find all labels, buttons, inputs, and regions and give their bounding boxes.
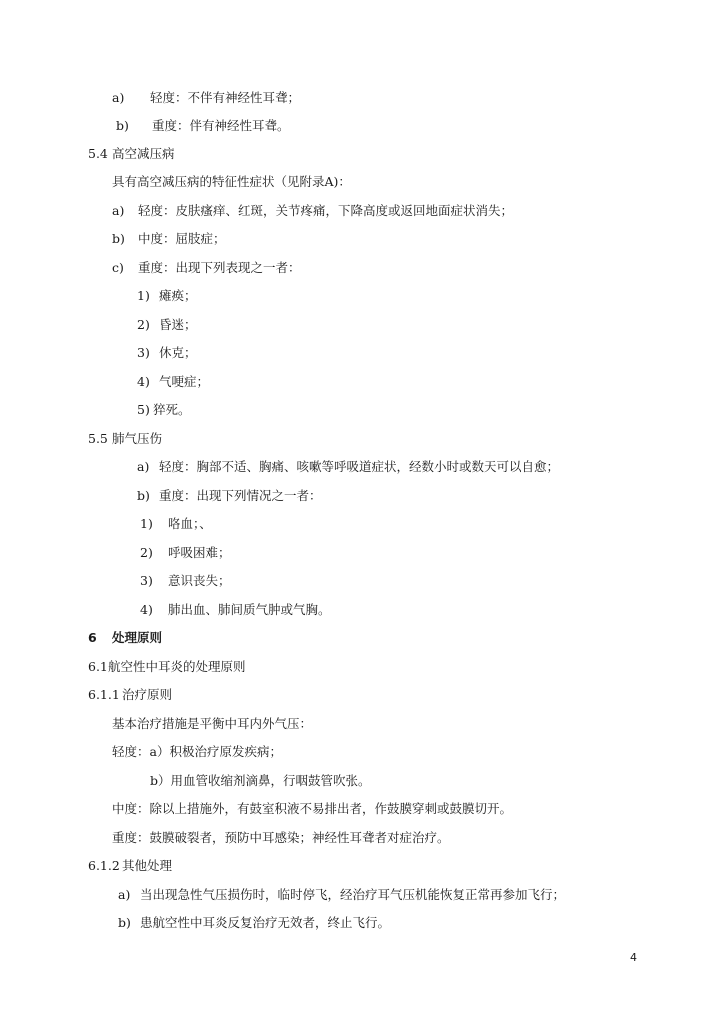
line-text: 气哽症； xyxy=(159,374,210,389)
section-5-4-heading xyxy=(88,146,175,162)
line-1 xyxy=(112,90,300,106)
line-text: 瘫痪； xyxy=(159,288,197,303)
list-marker: 3) xyxy=(137,345,150,360)
line-text: 轻度：a）积极治疗原发疾病； xyxy=(112,744,282,759)
list-marker: 1) xyxy=(137,288,150,303)
line-11 xyxy=(137,374,209,390)
list-marker: 2) xyxy=(137,317,150,332)
line-7 xyxy=(112,260,301,276)
line-16 xyxy=(140,516,212,532)
section-title: 其他处理 xyxy=(122,858,173,873)
section-5-5-heading xyxy=(88,431,162,447)
line-24 xyxy=(112,744,282,760)
line-18 xyxy=(140,573,231,589)
line-text: 轻度：不伴有神经性耳聋； xyxy=(150,90,301,105)
page-number: 4 xyxy=(630,951,637,964)
line-text: 重度：出现下列表现之一者： xyxy=(138,260,301,275)
line-25 xyxy=(150,773,371,789)
section-title: 治疗原则 xyxy=(122,687,173,702)
section-number: 5.5 xyxy=(88,431,108,446)
section-6-heading xyxy=(88,630,162,646)
line-10 xyxy=(137,345,197,361)
section-6-1-1-heading xyxy=(88,687,172,703)
line-text: 意识丧失； xyxy=(168,573,231,588)
list-marker: b) xyxy=(137,488,150,503)
section-title: 肺气压伤 xyxy=(112,431,163,446)
list-marker: c) xyxy=(112,260,124,275)
list-marker: a) xyxy=(118,887,131,902)
line-14 xyxy=(137,459,559,475)
line-text: 重度：出现下列情况之一者： xyxy=(159,488,322,503)
list-marker: a) xyxy=(112,90,125,105)
line-text: 中度：除以上措施外，有鼓室积液不易排出者，作鼓膜穿刺或鼓膜切开。 xyxy=(112,801,513,816)
line-text: 轻度：皮肤瘙痒、红斑，关节疼痛，下降高度或返回地面症状消失； xyxy=(138,203,514,218)
line-9 xyxy=(137,317,197,333)
section-number: 6.1.2 xyxy=(88,858,120,873)
line-15 xyxy=(137,488,322,504)
line-2 xyxy=(116,118,290,134)
list-marker: b) xyxy=(112,231,125,246)
line-text: 中度：屈肢症； xyxy=(138,231,226,246)
line-text: 基本治疗措施是平衡中耳内外气压： xyxy=(112,716,313,731)
line-4 xyxy=(112,174,351,190)
line-text: 患航空性中耳炎反复治疗无效者，终止飞行。 xyxy=(140,915,391,930)
list-marker: 3) xyxy=(140,573,153,588)
list-marker: b) xyxy=(118,915,131,930)
list-marker: 5) xyxy=(137,402,150,417)
section-number: 6 xyxy=(88,630,97,645)
section-number: 6.1 xyxy=(88,659,108,674)
section-6-1-2-heading xyxy=(88,858,172,874)
section-number: 6.1.1 xyxy=(88,687,120,702)
list-marker: 4) xyxy=(140,602,153,617)
line-text: 昏迷； xyxy=(159,317,197,332)
list-marker: b) xyxy=(116,118,129,133)
line-text: 呼吸困难； xyxy=(168,545,231,560)
section-6-1-heading xyxy=(88,659,246,675)
line-29 xyxy=(118,887,565,903)
line-5 xyxy=(112,203,513,219)
line-19 xyxy=(140,602,331,618)
list-marker: a) xyxy=(137,459,150,474)
section-title: 处理原则 xyxy=(112,630,163,645)
line-text: 轻度：胸部不适、胸痛、咳嗽等呼吸道症状，经数小时或数天可以自愈； xyxy=(159,459,560,474)
list-marker: 1) xyxy=(140,516,153,531)
line-23 xyxy=(112,716,312,732)
list-marker: 2) xyxy=(140,545,153,560)
line-27 xyxy=(112,830,450,846)
line-text: 重度：鼓膜破裂者，预防中耳感染；神经性耳聋者对症治疗。 xyxy=(112,830,450,845)
line-text: 肺出血、肺间质气肿或气胸。 xyxy=(168,602,331,617)
section-number: 5.4 xyxy=(88,146,108,161)
line-text: 休克； xyxy=(159,345,197,360)
line-12 xyxy=(137,402,191,418)
line-text: 咯血；、 xyxy=(168,516,212,531)
line-text: 具有高空减压病的特征性症状（见附录A)： xyxy=(112,174,351,189)
line-text: 猝死。 xyxy=(153,402,191,417)
line-6 xyxy=(112,231,226,247)
line-text: b）用血管收缩剂滴鼻，行咽鼓管吹张。 xyxy=(150,773,371,788)
list-marker: 4) xyxy=(137,374,150,389)
list-marker: a) xyxy=(112,203,125,218)
line-26 xyxy=(112,801,512,817)
line-text: 当出现急性气压损伤时，临时停飞，经治疗耳气压机能恢复正常再参加飞行； xyxy=(140,887,566,902)
section-title: 航空性中耳炎的处理原则 xyxy=(108,659,246,674)
line-17 xyxy=(140,545,231,561)
line-30 xyxy=(118,915,390,931)
section-title: 高空减压病 xyxy=(112,146,175,161)
line-text: 重度：伴有神经性耳聋。 xyxy=(152,118,290,133)
line-8 xyxy=(137,288,197,304)
